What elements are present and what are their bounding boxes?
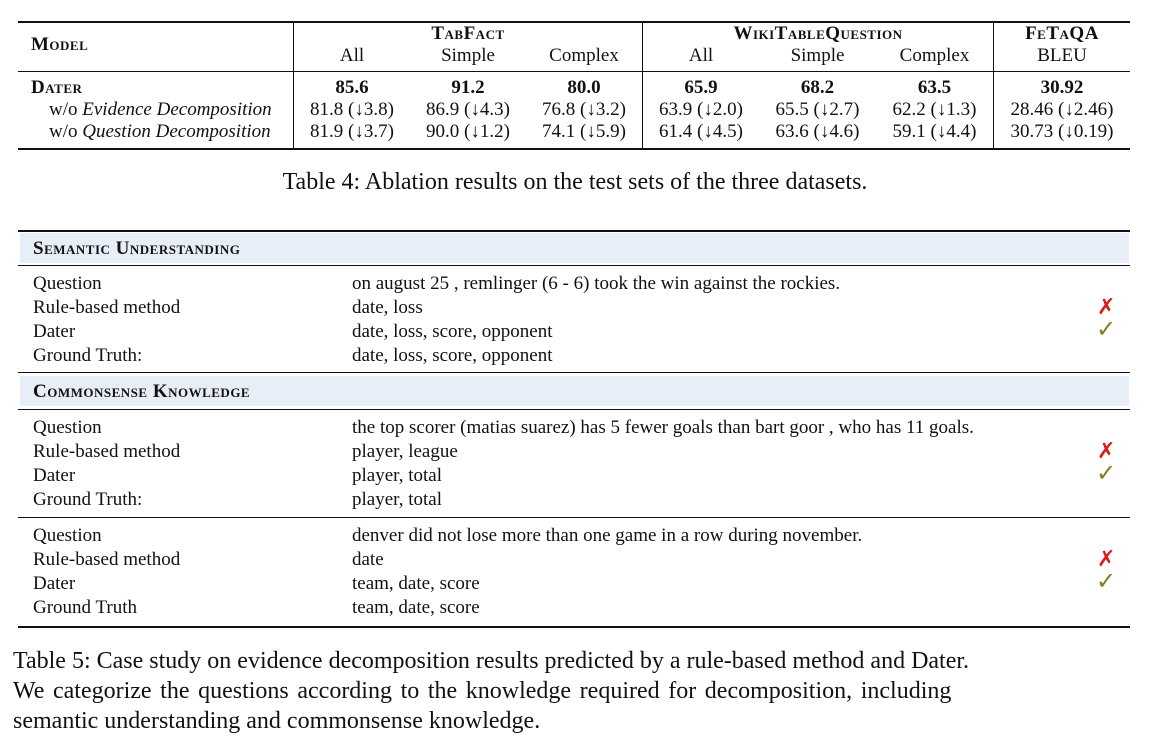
table4-cell: 30.92 (1040, 77, 1084, 98)
cross-icon: ✗ (1097, 294, 1116, 319)
case-value: date, loss (352, 297, 423, 318)
section-rule (18, 265, 1130, 266)
table4-sub-header: Complex (549, 45, 619, 66)
table4-cell: 81.9 (↓3.7) (310, 121, 394, 142)
table4-cell: 76.8 (↓3.2) (542, 99, 626, 120)
table4-cell: 63.9 (↓2.0) (659, 99, 743, 120)
case-label: Dater (33, 465, 76, 486)
case-label: Dater (33, 321, 76, 342)
case-label: Ground Truth: (33, 345, 143, 366)
table4-cell: 59.1 (↓4.4) (892, 121, 977, 142)
table4-cell: 91.2 (451, 77, 485, 98)
case-label: Ground Truth: (33, 489, 143, 510)
table4-sub-header: All (339, 45, 365, 66)
table4-sub-header: BLEU (1037, 45, 1087, 66)
table4-header-wikitq: WikiTableQuestion (733, 23, 903, 44)
case-label: Dater (33, 573, 76, 594)
table4-cell: 68.2 (800, 77, 835, 98)
row-name: Evidence Decomposition (82, 99, 272, 120)
table4-bottom-rule (18, 148, 1130, 150)
table4-cell: 63.6 (↓4.6) (775, 121, 860, 142)
case-value: date, loss, score, opponent (352, 321, 553, 342)
cross-icon: ✗ (1097, 546, 1116, 571)
row-prefix: w/o (49, 99, 83, 120)
table4-cell: 65.5 (↓2.7) (775, 99, 860, 120)
case-value: denver did not lose more than one game in a row during november. (352, 525, 863, 546)
case-label: Question (33, 525, 102, 546)
case-value: on august 25 , remlinger (6 - 6) took the win against the rockies. (352, 273, 841, 294)
table4-cell: 28.46 (↓2.46) (1010, 99, 1114, 120)
case-value: player, total (352, 489, 442, 510)
table4-sub-header: All (688, 45, 714, 66)
table4-caption: Table 4: Ablation results on the test sets of the three datasets. (282, 169, 868, 195)
table4-sub-header: Complex (899, 45, 970, 66)
section-title: Semantic Understanding (33, 238, 241, 259)
case-value: date, loss, score, opponent (352, 345, 553, 366)
check-icon: ✓ (1096, 569, 1117, 595)
table4-cell: 63.5 (917, 77, 952, 98)
group-rule (18, 517, 1130, 518)
case-value: player, league (352, 441, 458, 462)
case-label: Rule-based method (33, 549, 181, 570)
table4-sub-header: Simple (441, 45, 495, 66)
table5-caption-line: semantic understanding and commonsense knowledge. (13, 708, 541, 734)
table4-cell: 65.9 (684, 77, 718, 98)
row-name: Question Decomposition (82, 121, 271, 142)
section-rule (18, 409, 1130, 410)
table4-sub-header: Simple (790, 45, 845, 66)
table5-top-rule (18, 230, 1130, 232)
table4-cell: 80.0 (567, 77, 601, 98)
table4-mid-rule (18, 71, 1130, 72)
table4-row-label: Dater (31, 77, 83, 98)
case-value: player, total (352, 465, 442, 486)
case-value: date (352, 549, 384, 570)
check-icon: ✓ (1096, 461, 1117, 487)
case-label: Ground Truth (33, 597, 137, 618)
section-title: Commonsense Knowledge (33, 381, 251, 402)
table4-row-label (49, 121, 271, 143)
table5-caption-line: Table 5: Case study on evidence decomposition results predicted by a rule-based method and Dater. (13, 648, 970, 674)
table4-cell: 30.73 (↓0.19) (1010, 121, 1114, 142)
table5-caption-line: We categorize the questions according to the knowledge required for decomposition, including (13, 678, 952, 704)
table4-header-tabfact: TabFact (431, 23, 505, 44)
table4-cell: 86.9 (↓4.3) (426, 99, 510, 120)
table4-header-fetaqa: FeTaQA (1025, 23, 1099, 44)
case-value: the top scorer (matias suarez) has 5 fewer goals than bart goor , who has 11 goals. (352, 417, 974, 438)
case-label: Rule-based method (33, 297, 181, 318)
table4-row-label (49, 99, 272, 121)
table4-cell: 90.0 (↓1.2) (426, 121, 510, 142)
case-value: team, date, score (352, 597, 480, 618)
case-label: Rule-based method (33, 441, 181, 462)
section-rule (18, 372, 1130, 373)
case-label: Question (33, 417, 102, 438)
table4-cell: 61.4 (↓4.5) (659, 121, 743, 142)
table4-cell: 85.6 (335, 77, 369, 98)
case-label: Question (33, 273, 102, 294)
cross-icon: ✗ (1097, 438, 1116, 463)
check-icon: ✓ (1096, 317, 1117, 343)
table4-cell: 74.1 (↓5.9) (542, 121, 626, 142)
table4-cell: 81.8 (↓3.8) (310, 99, 394, 120)
table5-bottom-rule (18, 626, 1130, 628)
case-value: team, date, score (352, 573, 480, 594)
table4-header-model: Model (31, 34, 89, 55)
row-prefix: w/o (49, 121, 83, 142)
table4-cell: 62.2 (↓1.3) (892, 99, 977, 120)
